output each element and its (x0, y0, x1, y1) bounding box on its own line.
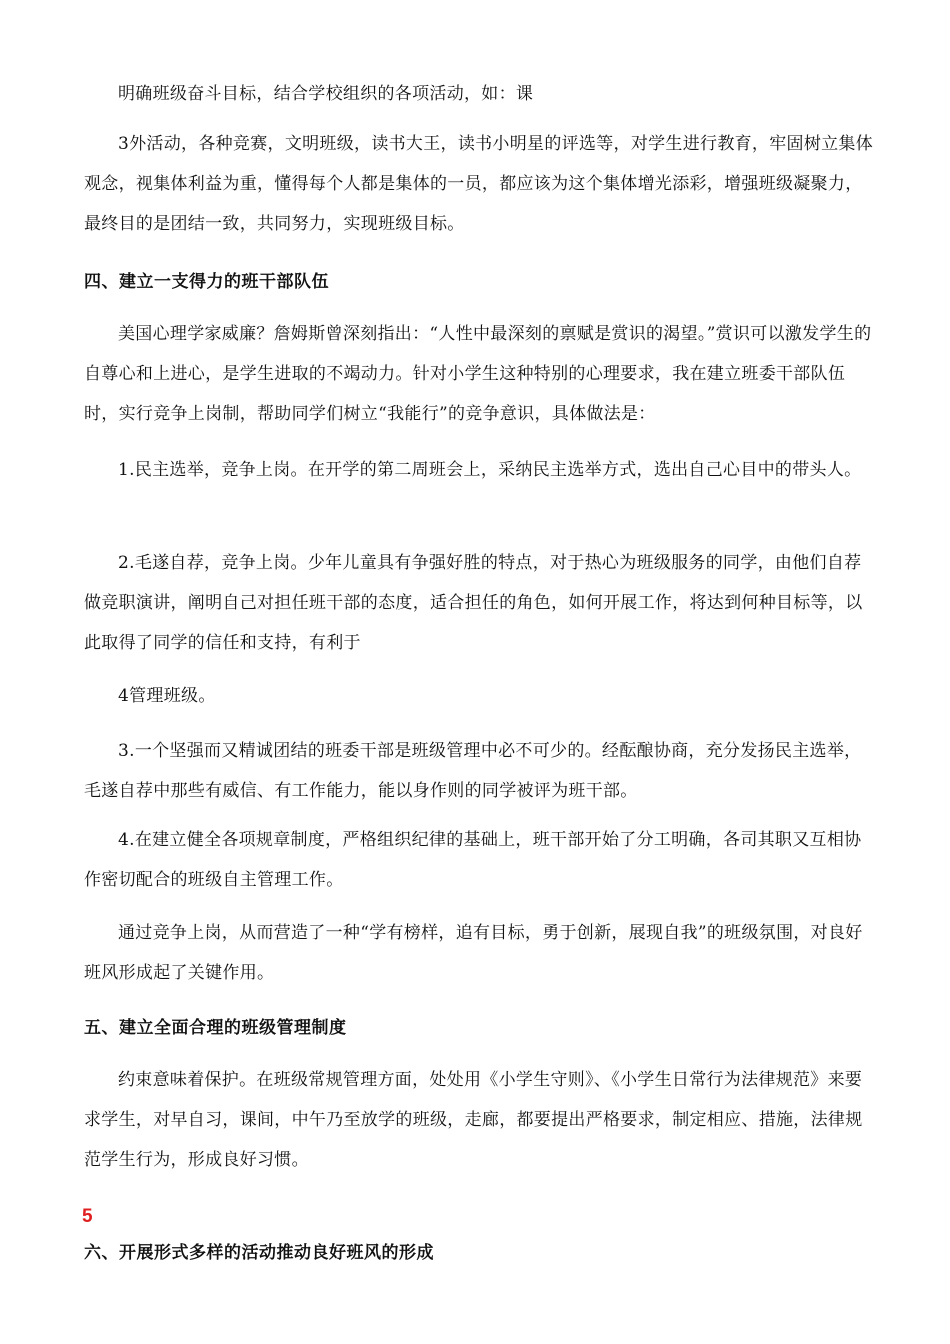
paragraph-competition-result: 通过竞争上岗，从而营造了一种“学有榜样，追有目标，勇于创新，展现自我”的班级氛围，对良好班风形成起了关键作用。 (84, 923, 863, 983)
paragraph-step-4: 4.在建立健全各项规章制度，严格组织纪律的基础上，班干部开始了分工明确，各司其职又互相协作密切配合的班级自主管理工作。 (84, 830, 862, 890)
paragraph-manage-class: 4管理班级。 (118, 686, 216, 706)
paragraph-activities: 3外活动，各种竞赛，文明班级，读书大王，读书小明星的评选等，对学生进行教育，牢固树立集体观念，视集体利益为重，懂得每个人都是集体的一员，都应该为这个集体增光添彩，增强班级凝聚力，最终目的是团结一致，共同努力，实现班级目标。 (84, 134, 874, 234)
paragraph-goal-intro: 明确班级奋斗目标，结合学校组织的各项活动，如：课 (118, 84, 534, 104)
page-number: 5 (82, 1206, 93, 1227)
paragraph-step-1: 1.民主选举，竞争上岗。在开学的第二周班会上，采纳民主选举方式，选出自己心目中的带头人。 (118, 460, 862, 480)
paragraph-step-2: 2.毛遂自荐，竞争上岗。少年儿童具有争强好胜的特点，对于热心为班级服务的同学，由他们自荐做竞职演讲，阐明自己对担任班干部的态度，适合担任的角色，如何开展工作，将达到何种目标等，以此取得了同学的信任和支持，有利于 (84, 553, 863, 653)
paragraph-rules: 约束意味着保护。在班级常规管理方面，处处用《小学生守则》、《小学生日常行为法律规范》来要求学生，对早自习，课间，中午乃至放学的班级，走廊，都要提出严格要求，制定相应、措施，法律规范学生行为，形成良好习惯。 (84, 1070, 863, 1170)
section-heading-5: 五、建立全面合理的班级管理制度 (84, 1018, 347, 1038)
paragraph-appreciation: 美国心理学家威廉？詹姆斯曾深刻指出：“人性中最深刻的禀赋是赏识的渴望。”赏识可以激发学生的自尊心和上进心，是学生进取的不竭动力。针对小学生这种特别的心理要求，我在建立班委干部队伍时，实行竞争上岗制，帮助同学们树立“我能行”的竞争意识，具体做法是： (84, 324, 872, 424)
section-heading-4: 四、建立一支得力的班干部队伍 (84, 272, 329, 292)
section-heading-6: 六、开展形式多样的活动推动良好班风的形成 (84, 1243, 434, 1263)
paragraph-step-3: 3.一个坚强而又精诚团结的班委干部是班级管理中必不可少的。经酝酿协商，充分发扬民主选举，毛遂自荐中那些有威信、有工作能力，能以身作则的同学被评为班干部。 (84, 741, 862, 801)
